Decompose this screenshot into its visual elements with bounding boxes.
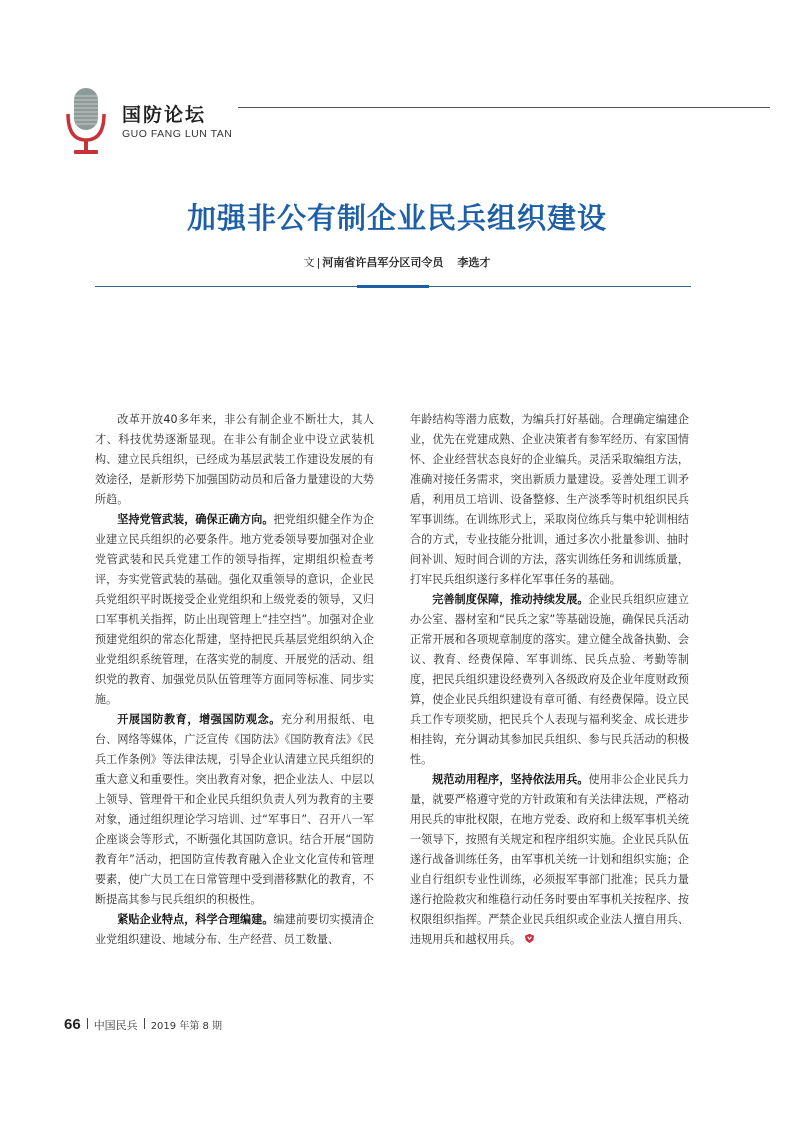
paragraph-lead: 规范动用程序，坚持依法用兵。 — [432, 773, 589, 786]
paragraph-3 — [95, 910, 374, 950]
footer-divider — [144, 1018, 145, 1029]
paragraph-3-continued — [410, 410, 689, 590]
byline — [0, 254, 794, 270]
paragraph-text: 改革开放40多年来，非公有制企业不断壮大，其人才、科技优势逐渐显现。在非公有制企业中设立武装机构、建立民兵组织，已经成为基层武装工作建设发展的有效途径，是新形势下加强国防动员和后备力量建设的大势所趋。 — [95, 413, 374, 506]
issue-number: 2019 年第 8 期 — [150, 1021, 223, 1032]
paragraph-lead: 紧贴企业特点，科学合理编建。 — [117, 913, 274, 926]
column-pinyin: GUO FANG LUN TAN — [122, 128, 233, 140]
paragraph-4 — [410, 590, 689, 770]
paragraph-text: 充分利用报纸、电台、网络等媒体，广泛宣传《国防法》《国防教育法》《民兵工作条例》等法律法规，引导企业认清建立民兵组织的重大意义和重要性。突出教育对象，把企业法人、中层以上领导、管理骨干和企业民兵组织负责人列为教育的主要对象，通过组织理论学习培训、过“军事日”、召开八一军企座谈会等形式，不断强化其国防意识。结合开展“国防教育年”活动，把国防宣传教育融入企业文化宣传和管理要素，使广大员工在日常管理中受到潜移默化的教育，不断提高其参与民兵组织的积极性。 — [95, 713, 374, 906]
paragraph-text: 把党组织健全作为企业建立民兵组织的必要条件。地方党委领导要加强对企业党管武装和民兵党建工作的领导指挥，定期组织检查考评，夯实党管武装的基础。强化双重领导的意识，企业民兵党组织平时既接受企业党组织和上级党委的领导，又归口军事机关指挥，防止出现管理上“挂空挡”。加强对企业预建党组织的常态化帮建，坚持把民兵基层党组织纳入企业党组织系统管理，在落实党的制度、开展党的活动、组织党的教育、加强党员队伍管理等方面同等标准、同步实施。 — [95, 513, 374, 706]
paragraph-text: 使用非公企业民兵力量，就要严格遵守党的方针政策和有关法律法规，严格动用民兵的审批权限，在地方党委、政府和上级军事机关统一领导下，按照有关规定和程序组织实施。企业民兵队伍遂行战备训练任务，由军事机关统一计划和组织实施；企业自行组织专业性训练，必须报军事部门批准；民兵力量遂行抢险救灾和维稳行动任务时要由军事机关按程序、按权限组织指挥。严禁企业民兵组织或企业法人擅自用兵、违规用兵和越权用兵。 — [410, 773, 689, 946]
article-title: 加强非公有制企业民兵组织建设 — [186, 201, 607, 235]
byline-author: 李选才 — [457, 256, 491, 269]
footer-divider — [87, 1018, 88, 1029]
paragraph-1 — [95, 510, 374, 710]
header-rule — [238, 107, 770, 108]
page-footer — [64, 1016, 222, 1033]
magazine-name: 中国民兵 — [93, 1019, 138, 1032]
paragraph-lead: 完善制度保障，推动持续发展。 — [432, 593, 589, 606]
end-mark-icon — [524, 933, 535, 944]
paragraph-2 — [95, 710, 374, 910]
paragraph-lead: 开展国防教育，增强国防观念。 — [117, 713, 281, 726]
column-title: 国防论坛 — [122, 104, 207, 126]
paragraph-text: 编建前要切实摸清企业党组织建设、地域分布、生产经营、员工数量、 — [95, 913, 374, 946]
paragraph-lead: 坚持党管武装，确保正确方向。 — [117, 513, 274, 526]
byline-separator: | — [316, 256, 321, 269]
paragraph-text: 年龄结构等潜力底数，为编兵打好基础。合理确定编建企业，优先在党建成熟、企业决策者有参军经历、有家国情怀、企业经营状态良好的企业编兵。灵活采取编组方法，准确对接任务需求，突出新质力量建设。妥善处理工训矛盾，利用员工培训、设备整修、生产淡季等时机组织民兵军事训练。在训练形式上，采取岗位练兵与集中轮训相结合的方式，专业技能分批训，通过多次小批量参训、抽时间补训、短时间合训的方法，落实训练任务和训练质量，打牢民兵组织遂行多样化军事任务的基础。 — [410, 413, 689, 586]
byline-wen: 文 — [303, 256, 315, 269]
left-column — [95, 410, 374, 950]
title-divider-accent — [357, 285, 429, 288]
right-column — [410, 410, 689, 950]
paragraph-5 — [410, 770, 689, 950]
microphone-icon — [64, 86, 108, 158]
paragraph-intro — [95, 410, 374, 510]
byline-unit: 河南省许昌军分区司令员 — [322, 256, 444, 269]
paragraph-text: 企业民兵组织应建立办公室、器材室和“民兵之家”等基础设施，确保民兵活动正常开展和各项规章制度的落实。建立健全战备执勤、会议、教育、经费保障、军事训练、民兵点验、考勤等制度，把民兵组织建设经费列入各级政府及企业年度财政预算，使企业民兵组织建设有章可循、有经费保障。设立民兵工作专项奖励，把民兵个人表现与福利奖金、成长进步相挂钩，充分调动其参加民兵组织、参与民兵活动的积极性。 — [410, 593, 689, 766]
page-number: 66 — [64, 1016, 81, 1033]
